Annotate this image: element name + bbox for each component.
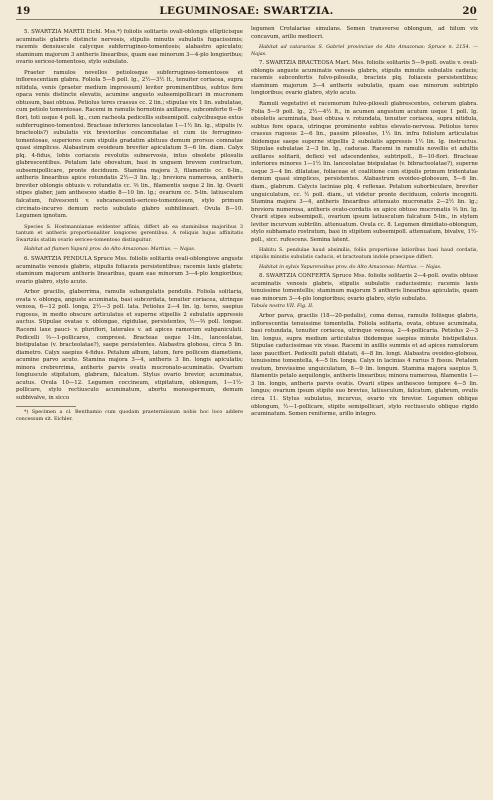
species-5-note: Species S. Hostmannianae evidenter affinis, differt ab ea staminibus majoribus 3 tantum et antheris proportionaliter longiores gerentibus. A reliquis hujus affinitatis Swartziis statim ovario sericeo-tomentoso distinguitur. (16, 223, 243, 243)
species-6-continued: legumen Crotalariae simulans. Semen transverse oblongum, ad hilum vix concavum, arillo mediocri. (251, 26, 478, 40)
species-7-description: Ramuli vegetativi et racemorum fulvo-pilosuli glabrescentes, ceterum glabra. Folia 5—9 poll. lg., 2½—4½ lt., in acumen angustum acutum usque 1 poll. lg. obsoletis acuminata, basi obtusa v. rotundata, tenuiter coriacea, supra nitidula, subtus fere opaca, utrinque prominente subtus elevato-nervosa. Petiolus teres crassus rugosus 2—6 lin., passim pilosulus, 1½ lin. infra foliolum articulatus ibidemque saepe superne stipellis 2 subulatis appressis 1½ lin. lg. instructus. Stipulae subulatae 2—3 lin. lg., caducae. Racemi in ramulis novellis et adultis axillares solitarii, deflexi vel adscendentes, subtripoll., 8—10-flori. Bracteae inferiores minores 1—1½ lin. lanceolatae bisipulatae (v. bibracteolatae?), superne usque 3—4 lin. dilatatae, foliaceae et coalitione cum stipulis primum tridentatae demum quasi simplices, persistentes. Alabastrum ovoideo-globosum, 5—6 lin. diam., glabrum. Calycis laciniae plq. 4 reflexae. Petalum suborbiculare, breviter unguiculatum, cc. ½ poll. diam., ut videtur pronte deciduum, coloris incogniti. Stamina majora 3—4, antheris linearibus attenuato mucronatis 2—2½ lin. lg.; breviora numerosa, antheris ovato-cordatis ex apice obtuso mucronatis ⅔ lin. lg. Ovarii stipes subsemipoll., ovarium ipsum latiusculum falcatum 5-lin., in stylum leviter incurvum subtrilin. attenuatum. Ovula cc. 8. Legumen dimidiato-oblongum, stylo subhamato rostratum, basi in stipitem subsemipoll. attenuatum, bivalve, 1½-poll., sicc. rufescens. Semina latent. (251, 101, 478, 243)
species-6-habitat: Habitat ad cataractas S. Gabriel provinciae do Alto Amazonas: Spruce n. 2154. — Najas. (251, 44, 478, 57)
footnote: *) Specimen a cl. Benthamio cum quodam praeterniissum nobis hoc loco addere concessum sit. Eichler. (16, 409, 243, 423)
species-6-description: Arbor gracilis, glaberrima, ramulis subangulatis pendulis. Foliola solitaria, ovata v. oblonga, anguste acuminata, basi subcordata, tenuiter coriacea, utrinque venosa, 6—12 poll. longa, 2½—3 poll. lata. Petiolus 2—4 lin. lg. teres, saepius rugosus, in medio obscure articulatus et superne stipellis 2 subulatis appressis auctus. Stipulae ovatae v. oblongae, rigidulae, persistentes, ½—⅔ poll. longae. Racemi laxe pauci- v. pluriflori, laterales v. ad apices ramorum subpaniculati. Pedicelli ⅔—1-pollicares, compressi. Bracteae usque 1-lin., lanceolatae, bistipulatae (v. bracteolatae?), saepe persistentes. Alabastra globosa, circa 5 lin. diametro. Calyx saepius 4-fidus. Petalum album, latum, fere pollicem diametiens, acumine parvo acuto. Stamina majora 3—4, antheris 3 lin. longis apiculatis; minora crebrerrima, antheris parvis ovatis mucronato-acuminatis. Ovarium longiuscule stipitatum, glabrum, falcatum. Stylus ovario brevior, acuminatus, acutus. Ovula 10—12. Legumen coccineum, stipitatum, oblongum, 1—1½-pollicare, stylo rectiusculo acuminatum, abortu monospermum, demum subbivalve, in sicco (16, 289, 243, 401)
right-column (251, 26, 478, 794)
running-title: LEGUMINOSAE: SWARTZIA. (159, 5, 334, 17)
running-header (16, 5, 477, 27)
species-8-plate-reference: Tabula nostra VII. Fig. II. (251, 303, 314, 310)
species-7-habitat: Habitat in sylvis Yapurensibus prov. do Alto Amazonas: Martius. — Najas. (259, 263, 442, 270)
left-page-number: 19 (16, 6, 31, 17)
species-6-heading: 6. SWARTZIA PENDULA Spruce Mss. foliolis solitariis ovali-oblongisve anguste acuminatis venosis glabris, stipulis foliaceis persistentibus; racemis laxis glabris; staminum majorum antheris linearibus, quam eae minorum 3—4-plo longioribus; ovario glabro, stylo acuto. (16, 256, 243, 285)
species-7-note: Habitu S. pendulae haud absimilis, foliis proportione latioribus basi haud cordatis, stipulis minutis subulatis caducis, et bracteatum indole praecipue differt. (251, 247, 478, 260)
header-rule (16, 19, 477, 20)
left-column (16, 26, 243, 794)
species-5-habitat: Habitat ad flumen Yapurá prov. do Alto Amazonas: Martius. — Najas. (24, 246, 196, 253)
species-8-description: Arbor parva, gracilis (18—20-pedalis), coma densa, ramulis foliisque glabris, inflorescentia tenuissime tomentella. Foliola solitaria, ovata, obtuse acuminata, basi rotundata, tenuiter coriacea, utrinque venosa, 2—4-pollicaria. Petiolus 2—3 lin. longus, supra medium articulatus ibidemque saepius minute bistipellatus. Stipulae caducissimae vix visae. Racemi in axillis summis et ad apices ramulorum laxe pauciflori. Pedicelli patuli dilatati, 4—8 lin. longi. Alabastra ovoideo-globosa, tenuissime tomentella, 4—5 lin. longa. Calyx in lacinias 4 rarius 5 fissus. Petalum ovatum, brevissime unguiculatum, 8—9 lin. longum. Stamina majora saepius 5, filamentis petalo aequilongis, antheris linearibus; minora numerosa, filamentis 1—3 lin. longis, antheris parvis ovatis. Ovarii stipes anthesceo tempore 4—5 lin. longus; ovarium ipsum stipite suo brevius, latiusculum, falcatum, glabrum, ovulis circa 11. Stylus subulatus, incurvus, ovario vix brevior. Legumen oblique oblongum, ½—1-pollicare, stipite semipollicari, stylo rectiusculo obliquo rigido acuminatum. Semen reniforme, arillo integro. (251, 312, 478, 418)
species-7-heading: 7. SWARTZIA BRACTEOSA Mart. Mss. foliolis solitariis 5—9-poll. ovatis v. ovali-oblongis anguste acuminatis venosis glabris, stipulis minutis subulatis caducis; racemis subconfertis fulvo-pilosulis, bracteis plq. foliaceis persistentibus; staminum majorum 3—4 antheris subulatis, quam eae minorum subtriplo longioribus; ovario glabro, stylo acuto. (251, 60, 478, 97)
footnote-rule (16, 406, 76, 407)
species-5-heading: 5. SWARTZIA MARTII Eichl. Mss.*) foliolis solitariis ovali-oblongis ellipticisque acuminatis glabris distincte nervosis, stipulis minutis subulatis fugacissimis; racemis densiuscule calycque subferrugineo-tomentosis; alabastro apiculato; staminum majorum 3 antheris linearibus, quam eae minorum 3—4-plo longioribus; ovario sericeo-tomentoso, stylo subulato. (16, 29, 243, 66)
right-page-number: 20 (462, 6, 477, 17)
species-5-description: Praeter ramulos novellos petiolosque subferrugineo-tomentosos et inflorescentiam glabra. Foliola 5—8 poll. lg., 2½—3½ lt., tenuiter coriacea, supra nitidula, venis (praeter medium impressum) leviter prominentibus, subtus fere opaca venis distincte elevatis, acumine angusto subsemipollicari in mucronem obtusum, basi obtusa. Petiolus teres crassus cc. 2 lin.; stipulae vix 1 lin. subulatae, cum petiolo tomentosae. Racemi in ramulis hornotinis axillares, subcomferte 6—8-flori, toti usque 4 poll. lg., cum racheola pedicellis subsemipoll. calycibusque extus subferrugineo-tomentosi. Bracteae inferiores lanceolatae 1—1½ lin. lg., stipulis (v. bracteolis?) subulatis vix breviorilus concomitatae et cum iis ferrugineo-tomentosae, superiores cum stipulis gradatim abituus demum prorsus comnatae quasi simplices. Alabastrum ovoideum breviter apiculatum 5—6 lin. diam. Calyx plq. 4-fidus, lobis coriaceis revolutis subnervosis, intus obsolete pilosulis glabrescentibus. Petalum late obovatum, basi in unguem brevem contractum, subsemipollicare, pronte deciduum. Stamina majora 3, filamentis cc. 6-lin., antheris linearibus apice rotundatis 2½—3 lin. lg.; breviora numerosa, antheris breviter oblongis obtusis v. rotundatis cc. ⅔ lin., filamentis usque 2 lin. lg. Ovarii stipes glaber, jam anthesceo stadio 8—10 lin. lg.; ovarium cc. 5-lin. latiusculum falcatum, fulvescenti v. subcanescenti-sericeo-tomentosum, stylo primum circinato-incurvo demum recto subulato glabro subbilineari. Ovula 8—10. Legumen ignotum. (16, 69, 243, 220)
species-8-heading: 8. SWARTZIA CONFERTA Spruce Mss. foliolis solitariis 2—4-poll. ovatis obtuse acuminatis venosis glabris, stipulis subulatis caducissimis; racemis laxis tenuissime tomentellis; staminum majorum 5 antheris linearibus apiculatis, quam eae minorum 3—4-plo longioribus; ovario glabro, stylo subulato. (251, 273, 478, 302)
